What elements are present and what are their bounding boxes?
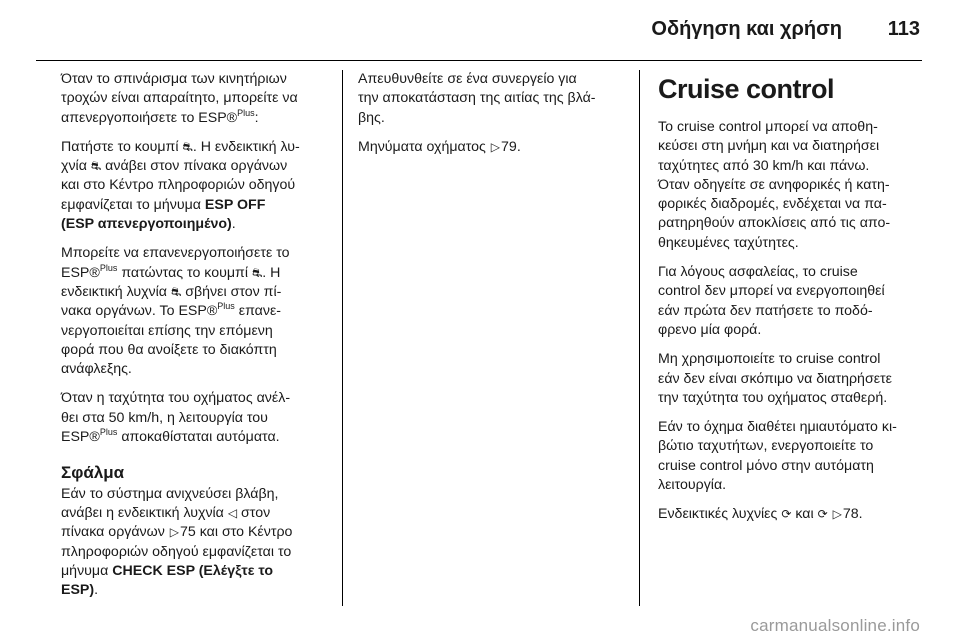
column-2 [358,70,636,167]
column-1 [61,70,339,610]
esp-off-icon: ⛐ [251,265,263,280]
column-divider-2 [639,70,640,606]
paragraph-vehicle-messages: Μηνύματα οχήματος ▷79. [358,138,636,157]
esp-warning-icon: ◁ [227,505,238,520]
paragraph-fault: Εάν το σύστημα ανιχνεύσει βλάβη, ανάβει η ενδεικτική λυχνία ◁ στον πίνακα οργάνων ▷75 και στο Κέντρο πληροφοριών οδηγού εμφανίζεται το μήνυμα CHECK ESP (Ελέγξτε το ESP). [61,485,293,599]
reference-triangle-icon: ▷ [490,139,501,154]
esp-off-icon: ⛐ [170,284,182,299]
section-heading-cruise-control: Cruise control [658,74,835,104]
paragraph-auto-restore: Όταν η ταχύτητα του οχήματος ανέλ- θει στα 50 km/h, η λειτουργία του ESP®$^{Plus}$ αποκαθίσταται αυτόματα. [61,390,291,446]
paragraph-cruise-lights: Ενδεικτικές λυχνίες ⟳ και ⟳ ▷78. [658,505,928,524]
watermark: carmanualsonline.info [750,616,920,635]
header-rule [36,60,922,61]
reference-triangle-icon: ▷ [169,525,180,540]
paragraph-reactivate: Μπορείτε να επανενεργοποιήσετε το ESP®$^{Plus}$ πατώντας το κουμπί ⛐. Η ενδεικτική λυχνία ⛐ σβήνει στον πί- νακα οργάνων. Το ESP®$^{Plus}$ επανε- νεργοποιείται επίσης την επόμενη φορά που θα ανοίξετε το διακόπτη ανάφλεξης. [61,245,290,378]
cruise-control-icon: ⟳ [817,507,828,522]
paragraph-cruise-safety: Για λόγους ασφαλείας, το cruise control δεν μπορεί να ενεργοποιηθεί εάν πρώτα δεν πατήσετε το ποδό- φρενο μία φορά. [658,264,885,338]
column-divider-1 [342,70,343,606]
cruise-control-icon: ⟳ [781,507,792,522]
paragraph-press-button: Πατήστε το κουμπί ⛐. Η ενδεικτική λυ- χνία ⛐ ανάβει στον πίνακα οργάνων και στο Κέντρο πληροφοριών οδηγού εμφανίζεται το μήνυμα ESP OFF (ESP απενεργοποιημένο). [61,138,300,233]
page-number: 113 [887,18,920,40]
paragraph-disable-esp: Όταν το σπινάρισμα των κινητήριων τροχών είναι απαραίτητο, μπορείτε να απενεργοποιήσετε το ESP®$^{Plus}$: [61,71,298,126]
paragraph-cruise-intro: Το cruise control μπορεί να αποθη- κεύσει στη μνήμη και να διατηρήσει ταχύτητες από 30 km/h και πάνω. Όταν οδηγείτε σε ανηφορικές ή κατη- φορικές διαδρομές, ενδέχεται να πα- ρατηρηθούν αποκλίσεις από τις απο- θηκευμένες ταχύτητες. [658,119,891,251]
section-heading-fault: Σφάλμα [61,463,125,483]
esp-off-icon: ⛐ [182,139,193,154]
paragraph-workshop: Απευθυνθείτε σε ένα συνεργείο για την αποκατάσταση της αιτίας της βλά- βης. [358,71,596,126]
page-title: Οδήγηση και χρήση [651,18,842,40]
reference-triangle-icon: ▷ [832,507,842,522]
page-header [0,0,960,52]
esp-off-icon: ⛐ [90,159,102,174]
column-3 [658,70,928,535]
paragraph-cruise-warning: Μη χρησιμοποιείτε το cruise control εάν δεν είναι σκόπιμο να διατηρήσετε την ταχύτητα του οχήματος σταθερή. [658,351,892,406]
paragraph-cruise-gearbox: Εάν το όχημα διαθέτει ημιαυτόματο κι- βώτιο ταχυτήτων, ενεργοποιείτε το cruise control μόνο στην αυτόματη λειτουργία. [658,419,897,494]
